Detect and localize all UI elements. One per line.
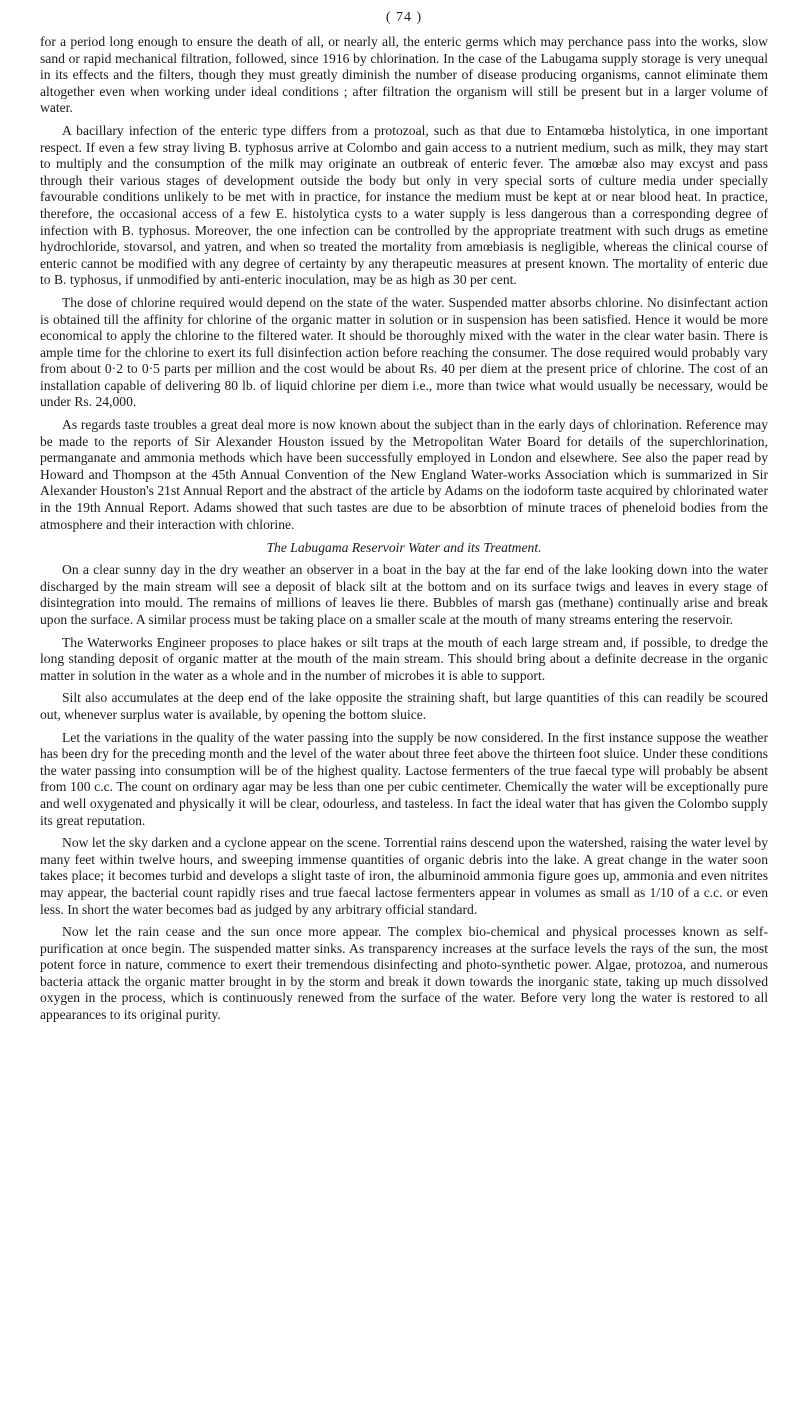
paragraph-chlorine-dose: The dose of chlorine required would depend on the state of the water. Suspended matter absorbs chlorine. No disinfectant action is obtained till the affinity for chlorine of the organic matter in solution or in suspension has been satisfied. Hence it would be more economical to apply the chlorine to the filtered water. It should be thoroughly mixed with the water in the clear water basin. There is ample time for the chlorine to exert its full disinfection action before reaching the consumer. The dose required would probably vary from about 0·2 to 0·5 parts per million and the cost would be about Rs. 40 per diem at the present price of chlorine. The cost of an installation capable of delivering 80 lb. of liquid chlorine per diem i.e., more than twice what would usually be necessary, would be under Rs. 24,000. <box>40 294 768 410</box>
paragraph-bacillary-infection: A bacillary infection of the enteric type differs from a protozoal, such as that due to Entamœba histolytica, in one important respect. If even a few stray living B. typhosus arrive at Colombo and gain access to a nutrient medium, such as milk, they may start to multiply and the consumption of the milk may originate an outbreak of enteric fever. The amœbæ also may excyst and pass through their various stages of development outside the body but only in very special sorts of culture media under specially favourable conditions unlikely to be met with in practice, for instance the medium must be kept at or near blood heat. In practice, therefore, the occasional access of a few E. histolytica cysts to a water supply is less dangerous than a corresponding degree of infection with B. typhosus. Moreover, the one infection can be controlled by the appropriate treatment with such drugs as emetine hydrochloride, stovarsol, and yatren, and when so treated the mortality from amœbiasis is negligible, whereas the clinical course of enteric cannot be modified with any degree of certainty by any therapeutic measures at present known. The mortality of enteric due to B. typhosus, if unmodified by anti-enteric inoculation, may be as high as 30 per cent. <box>40 122 768 288</box>
paragraph-cyclone: Now let the sky darken and a cyclone appear on the scene. Torrential rains descend upon the watershed, raising the water level by many feet within twelve hours, and sweeping immense quantities of organic debris into the lake. A great change in the water soon takes place; it becomes turbid and develops a slight taste of iron, the albuminoid ammonia figure goes up, ammonia and even nitrites may appear, the bacterial count rapidly rises and true faecal lactose fermenters appear in volumes as small as 1/10 of a c.c. or even less. In short the water becomes bad as judged by any arbitrary official standard. <box>40 835 768 917</box>
section-heading: The Labugama Reservoir Water and its Treatment. <box>266 540 542 556</box>
page-number: ( 74 ) <box>385 10 423 25</box>
paragraph-continuation: for a period long enough to ensure the death of all, or nearly all, the enteric germs which may perchance pass into the works, slow sand or rapid mechanical filtration, followed, since 1916 by chlorination. In the case of the Labugama supply storage is very unequal in its effects and the filters, though they must greatly diminish the number of disease producing organisms, cannot eliminate them altogether even when working under ideal conditions ; after filtration the organism will still be present but in a larger volume of water. <box>40 34 768 116</box>
paragraph-silt-traps: The Waterworks Engineer proposes to place hakes or silt traps at the mouth of each large stream and, if possible, to dredge the long standing deposit of organic matter at the mouth of the main stream. This should bring about a definite decrease in the organic matter in solution in the water as a whole and in the number of microbes it is able to support. <box>40 634 768 683</box>
paragraph-clear-sunny-day: On a clear sunny day in the dry weather an observer in a boat in the bay at the far end of the lake looking down into the water discharged by the main stream will see a deposit of black silt at the bottom and on its surface twigs and leaves in every stage of disintegration into mould. The remains of millions of leaves lie there. Bubbles of marsh gas (methane) continually arise and break upon the surface. A similar process must be taking place on a smaller scale at the mouth of many streams entering the reservoir. <box>40 562 768 627</box>
paragraph-quality-variations: Let the variations in the quality of the water passing into the supply be now considered. In the first instance suppose the weather has been dry for the preceding month and the level of the water about three feet above the thirteen foot sluice. Under these conditions the water passing into consumption will be of the highest quality. Lactose fermenters of the true faecal type will probably be absent from 100 c.c. The count on ordinary agar may be less than one per cubic centimeter. Chemically the water will be exceptionally pure and well oxygenated and physically it will be clear, odourless, and tasteless. In fact the ideal water that has given the Colombo supply its great reputation. <box>40 729 768 828</box>
document-page <box>40 10 768 1030</box>
paragraph-taste-troubles: As regards taste troubles a great deal more is now known about the subject than in the early days of chlorination. Reference may be made to the reports of Sir Alexander Houston issued by the Metropolitan Water Board for details of the superchlorination, permanganate and ammonia methods which have been successfully employed in London and elsewhere. See also the paper read by Howard and Thompson at the 45th Annual Convention of the New England Water-works Association which is summarized in Sir Alexander Houston's 21st Annual Report and the abstract of the article by Adams on the iodoform taste acquired by chlorinated water in the 19th Annual Report. Adams showed that such tastes are due to be absorbtion of minute traces of pheneloid bodies from the atmosphere and their interaction with chlorine. <box>40 417 768 532</box>
paragraph-self-purification: Now let the rain cease and the sun once more appear. The complex bio-chemical and physical processes known as self-purification at once begin. The suspended matter sinks. As transparency increases at the surface levels the rays of the sun, the most potent force in nature, commence to exert their tremendous disinfecting and photo-synthetic power. Algae, protozoa, and numerous bacteria attack the organic matter brought in by the storm and break it down towards the inorganic state, taking up much dissolved oxygen in the process, which is continuously renewed from the surface of the water. Before very long the water is restored to all appearances to its original purity. <box>40 924 768 1023</box>
paragraph-silt-accumulates: Silt also accumulates at the deep end of the lake opposite the straining shaft, but large quantities of this can readily be scoured out, whenever surplus water is available, by opening the bottom sluice. <box>40 690 768 722</box>
